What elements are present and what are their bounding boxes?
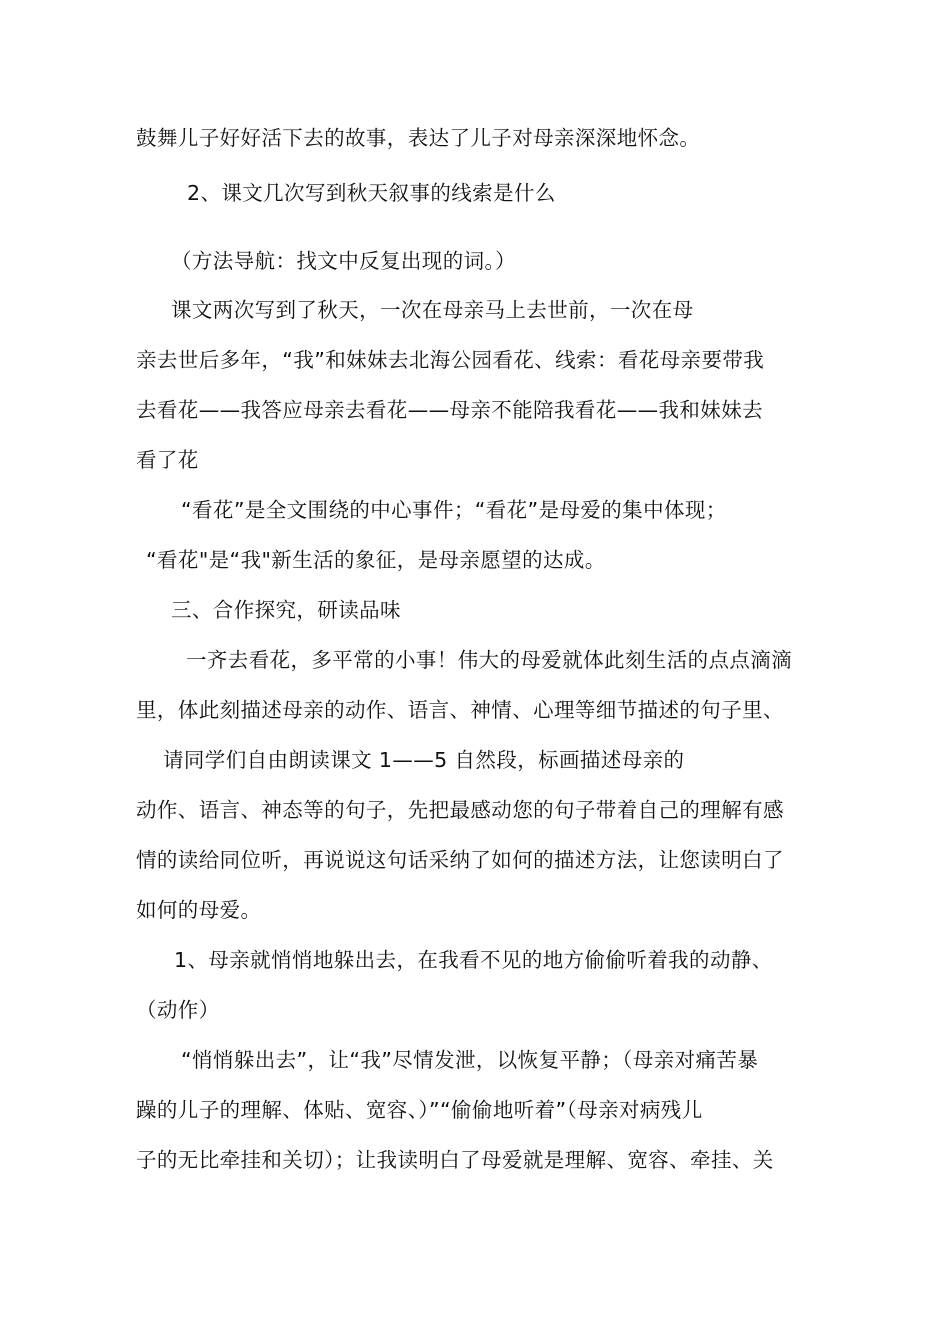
text-line: 里，体此刻描述母亲的动作、语言、神情、心理等细节描述的句子里、 <box>136 698 784 722</box>
text-line: 亲去世后多年，“我”和妹妹去北海公园看花、线索：看花母亲要带我 <box>136 348 765 372</box>
text-line: 如何的母爱。 <box>136 898 262 922</box>
text-line: 看了花 <box>136 448 199 472</box>
text-line: （动作） <box>136 998 220 1022</box>
section-heading: 三、合作探究，研读品味 <box>171 598 401 622</box>
text-line: 1、母亲就悄悄地躲出去，在我看不见的地方偷偷听着我的动静、 <box>174 948 773 972</box>
text-line: 去看花——我答应母亲去看花——母亲不能陪我看花——我和妹妹去 <box>136 398 763 422</box>
text-line: 课文两次写到了秋天，一次在母亲马上去世前，一次在母 <box>171 298 694 322</box>
text-line: 2、课文几次写到秋天叙事的线索是什么 <box>187 181 556 205</box>
text-line: 情的读给同位听，再说说这句话采纳了如何的描述方法，让您读明白了 <box>136 848 784 872</box>
text-line: （方法导航：找文中反复出现的词。） <box>171 249 517 273</box>
text-line: “看花”是全文围绕的中心事件；“看花”是母爱的集中体现； <box>181 498 727 522</box>
text-line: 躁的儿子的理解、体贴、宽容、）”“偷偷地听着”（母亲对病残儿 <box>136 1098 703 1122</box>
text-line: 动作、语言、神态等的句子，先把最感动您的句子带着自己的理解有感 <box>136 798 784 822</box>
text-line: “悄悄躲出去”，让“我”尽情发泄，以恢复平静；（母亲对痛苦暴 <box>181 1048 759 1072</box>
text-line: 一齐去看花，多平常的小事！伟大的母爱就体此刻生活的点点滴滴 <box>186 648 793 672</box>
text-line: 请同学们自由朗读课文 1——5 自然段，标画描述母亲的 <box>163 748 685 772</box>
text-line: 子的无比牵挂和关切）；让我读明白了母爱就是理解、宽容、牵挂、关 <box>136 1148 774 1172</box>
text-line: 鼓舞儿子好好活下去的故事，表达了儿子对母亲深深地怀念。 <box>136 126 701 150</box>
text-line: “看花"是“我"新生活的象征，是母亲愿望的达成。 <box>146 548 606 572</box>
